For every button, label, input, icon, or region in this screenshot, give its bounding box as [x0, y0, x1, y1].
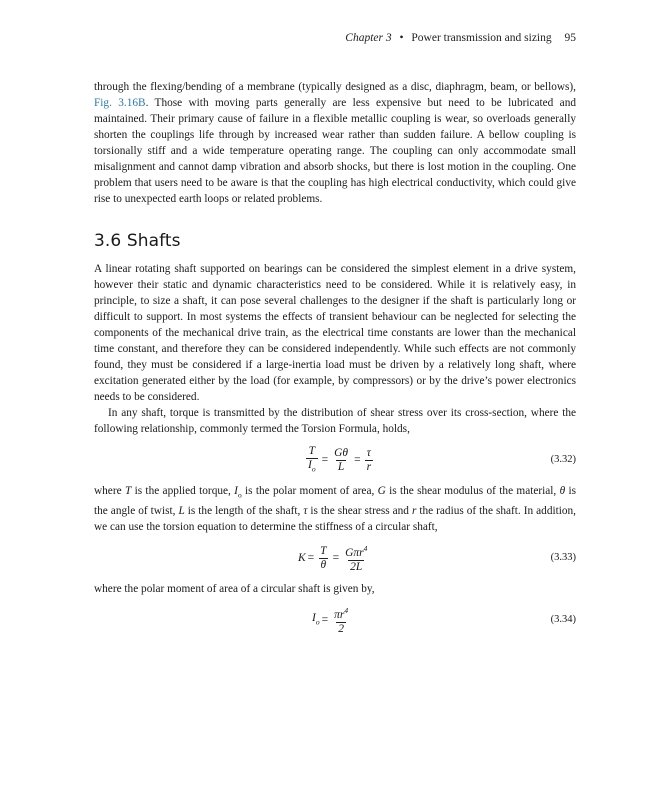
equation-3-32: $\frac{T}{I_o}$ = $\frac{G\theta}{L}$ = $\frac{\tau}{r}$ (3.32): [308, 444, 576, 474]
figure-link[interactable]: Fig. 3.16B: [94, 97, 146, 109]
fraction-t-over-theta: $\frac{T}{\theta}$: [320, 544, 327, 571]
paragraph-polar-moment: where the polar moment of area of a circular shaft is given by,: [94, 583, 375, 596]
chapter-label: Chapter 3: [345, 32, 392, 44]
fraction-t-over-io: $\frac{T}{I_o}$: [308, 444, 316, 474]
equation-3-34: $I_o$ = $\frac{\pi r^4}{2}$ (3.34): [312, 606, 576, 636]
paragraph-coupling: through the flexing/bending of a membrane (typically designed as a disc, diaphragm, beam, or bellows), Fig. 3.16B. Those with moving parts generally are less expensive but need to be lubricated and maintained. Their primary cause of failure in a flexible metallic coupling is wear, so overloads generally shorten the couplings life through by increased wear rather than sudden failure. A bellow coupling is torsionally stiff and a wide temperature operating range. The coupling can only accommodate small misalignment and cannot damp vibration and absorb shocks, but there is lost motion in the coupling. One problem that users need to be aware is that the coupling has high electrical conductivity, which could give rise to unexpected earth loops or related problems.: [94, 81, 576, 205]
fraction-tau-over-r: $\frac{\tau}{r}$: [366, 446, 372, 473]
running-header: [345, 32, 576, 44]
paragraph-symbols: where T is the applied torque, $I_o$ is the polar moment of area, G is the shear modulus of the material, θ is the angle of twist, L is the length of the shaft, τ is the shear stress and r the radius of the shaft. In addition, we can use the torsion equation to determine the stiffness of a circular shaft,: [94, 485, 577, 534]
header-bullet: •: [399, 32, 404, 44]
page-body: [94, 79, 576, 643]
fraction-gpir4-over-2l: $\frac{G\pi r^4}{2L}$: [345, 544, 368, 574]
chapter-title: Power transmission and sizing: [411, 32, 552, 44]
paragraph-shafts-intro: A linear rotating shaft supported on bearings can be considered the simplest element in a drive system, however their static and dynamic characteristics need to be considered. While it is relatively easy, in principle, to size a shaft, it can pose several challenges to the designer if the shaft is particularly long or difficult to support. In most systems the effects of transient behaviour can be neglected for selecting the components of the mechanical drive train, as the electrical time constants are lower than the mechanical time constant, and therefore they can be considered independently. While such effects are not commonly found, they must be considered if a large-inertia load must be driven by a relatively long shaft, where excitation generated either by the load (for example, by compressors) or by the drive’s power electronics needs to be considered.: [94, 263, 576, 403]
equation-number: (3.32): [550, 454, 576, 465]
section-heading: 3.6 Shafts: [94, 231, 181, 251]
page-number: 95: [564, 32, 576, 44]
equation-3-33: K = $\frac{T}{\theta}$ = $\frac{G\pi r^4}{2L}$ (3.33): [298, 544, 576, 574]
equation-number: (3.33): [550, 552, 576, 564]
equation-number: (3.34): [550, 614, 576, 626]
fraction-pir4-over-2: $\frac{\pi r^4}{2}$: [334, 606, 349, 636]
fraction-gtheta-over-l: $\frac{G\theta}{L}$: [334, 446, 349, 473]
paragraph-torsion: In any shaft, torque is transmitted by the distribution of shear stress over its cross-section, where the following relationship, commonly termed the Torsion Formula, holds,: [94, 407, 576, 435]
